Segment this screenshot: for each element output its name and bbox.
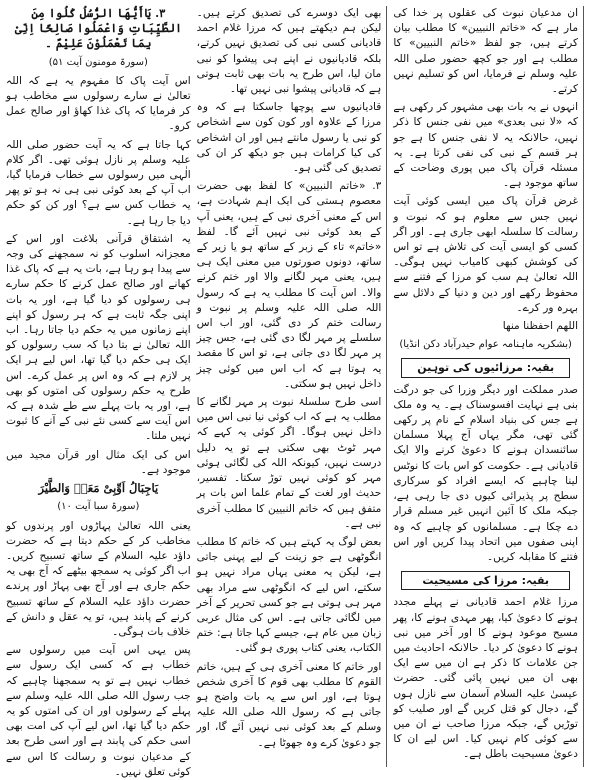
paragraph: یعنی اللہ تعالیٰ پہاڑوں اور پرندوں کو مخاطب کر کے حکم دیتا ہے کہ حضرت داؤد علیہ السلام کے ساتھ تسبیح کریں۔ اب اگر کوئی یہ سمجھ بیٹھے کہ آج بھی یہ حکم جاری ہے اور آج بھی پہاڑ اور پرندے حضرت داؤد علیہ السلام کے ساتھ تسبیح کرنے کے پابند ہیں، تو یہ عقل و دانش کے خلاف بات ہوگی۔ [6, 519, 191, 638]
paragraph: انہوں نے یہ بات بھی مشہور کر رکھی ہے کہ «لا نبی بعدی» میں نفی جنس کا ذکر نہیں، حالانکہ یہ لا نفی جنس کا ہے جو ہر قسم کے نبی کی نفی کرتا ہے۔ یہ مسئلہ قرآن پاک میں پوری وضاحت کے ساتھ موجود ہے۔ [393, 101, 579, 190]
section-heading-box: بقیہ: مرزا کی مسیحیت [401, 571, 570, 590]
paragraph: قادیانیوں سے پوچھا جاسکتا ہے کہ وہ مرزا کے علاوہ اور کون کون سے اشخاص کو نبی یا رسول مانتے ہیں اور ان اشخاص کی کیا کرامات ہیں جو دیکھ کر ان کی تصدیق کی گئی ہو۔ [196, 101, 382, 175]
paragraph: ۳. «خاتم النبیین» کا لفظ بھی حضرت معصوم ہستی کی ایک اہم شہادت ہے، اس کے معنی آخری نبی کے ہیں، یعنی آپ کے بعد کوئی نبی نہیں آئے گا۔ لفظ «خاتم» تاء کے زبر کے ساتھ ہو یا زیر کے ساتھ، دونوں صورتوں میں معنی ایک ہی ہیں، یعنی مہر لگانے والا اور ختم کرنے والا۔ اس آیت کا مطلب یہ ہے کہ رسول اللہ صلی اللہ علیہ وسلم پر نبوت و رسالت ختم کر دی گئی، اور اب اس سلسلے پر مہر لگا دی گئی ہے، جس چیز پر مہر لگا دی جاتی ہے، تو اس کا مقصد یہ ہوتا ہے کہ اب اس میں کوئی چیز داخل نہیں ہو سکتی۔ [196, 180, 382, 390]
paragraph: اس آیت پاک کا مفہوم یہ ہے کہ اللہ تعالیٰ نے سارے رسولوں سے مخاطب ہو کر فرمایا کہ پاک غذا کھاؤ اور صالح عمل کرو۔ [6, 74, 191, 133]
column-right [6, 6, 191, 778]
source-credit: (بشکریہ ماہنامہ عوام حیدرآباد دکن انڈیا) [399, 339, 572, 351]
section-heading-box: بقیہ: مرزائیوں کی توہین [401, 358, 570, 377]
paragraph: کہا جاتا ہے کہ یہ آیت حضور صلی اللہ علیہ وسلم پر نازل ہوئی تھی۔ اگر کلام الٰہی میں رسولوں سے خطاب فرمایا گیا، اب آپ کے بعد کوئی نبی ہی نہ ہو تو پھر یہ خطاب کس سے ہے؟ اور کن کو حکم دیا جا رہا ہے۔ [6, 138, 191, 227]
column-left [393, 6, 584, 767]
paragraph: غرض قرآن پاک میں ایسی کوئی آیت نہیں جس سے معلوم ہو کہ نبوت و رسالت کا سلسلہ ابھی جاری ہے۔ اور اگر کسی کو ایسی آیت کی تلاش ہے تو اس کی کوشش کبھی کامیاب نہیں ہوگی۔ اللہ تعالیٰ ہم سب کو مرزا کے فتنے سے محفوظ رکھے اور دین و دنیا کے دلائل سے بہرہ ور کرے۔ [393, 195, 579, 314]
paragraph: اس کی ایک مثال اور قرآن مجید میں موجود ہے۔ [6, 448, 191, 476]
quran-verse: ۳. یَاأَیُّھَا الرُّسُلُ کُلُوا مِنَ الطَّیِّبَاتِ وَاعْمَلُوا صَالِحًا اِنِّیْ بِمَا تَعْمَلُوْنَ عَلِیْمٌ ۔ [14, 6, 182, 51]
verse-reference: (سورۃ سبا آیت ۱۰) [57, 501, 140, 513]
paragraph: صدر مملکت اور دیگر وزرا کی جو درگت بنی ہے نہایت افسوسناک ہے۔ یہ وہ ملک ہے جس کی بنیاد اسلام کے نام پر رکھی گئی تھی، مگر یہاں آج پہلا مسلمان سائنسدان ہونے کا دعویٰ کرنے والا ایک قادیانی ہے۔ حکومت کو اس بات کا نوٹس لینا چاہیے کہ ایسے افراد کو سرکاری سطح پر پذیرائی کیوں دی جا رہی ہے، جبکہ ملک کا آئین انہیں غیر مسلم قرار دے چکا ہے۔ مسلمانوں کو چاہیے کہ وہ اپنی صفوں میں اتحاد پیدا کریں اور اس فتنے کا مقابلہ کریں۔ [393, 383, 579, 563]
paragraph: اللھم احفظنا منھا [502, 320, 579, 333]
paragraph: بعض لوگ یہ کہتے ہیں کہ خاتم کا مطلب انگوٹھی ہے جو زینت کے لیے پہنی جاتی ہے، لیکن یہ معنی یہاں مراد نہیں ہو سکتے، اس لیے کہ انگوٹھی سے مراد بھی مہر ہی ہوتی ہے جو کسی تحریر کے آخر میں لگائی جاتی ہے۔ اس کی مثال عربی زبان میں عام ہے، جیسے کہا جاتا ہے: ختم الکتاب، یعنی کتاب پوری ہو گئی۔ [196, 535, 382, 655]
paragraph: یہ اشتقاق قرآنی بلاغت اور اس کے معجزانہ اسلوب کو نہ سمجھنے کی وجہ سے پیدا ہو رہا ہے، بات یہ ہے کہ پاک غذا کھانے اور صالح عمل کرنے کا حکم سارے ہی رسولوں کو دیا گیا ہے، اور یہ بات اپنی جگہ ثابت ہے کہ ہر رسول کو اپنے اپنے زمانوں میں یہ حکم دیا جاتا رہا۔ اب اللہ تعالیٰ نے بتا دیا کہ سب رسولوں کو ایک ہی حکم دیا گیا تھا، اس لیے ہر ایک پر لازم ہے کہ وہ اس پر عمل کرے۔ اس طرح یہ حکم رسولوں کی امتوں کو بھی ہے، اور یہ بات پہلے سے طے شدہ ہے کہ اس آیت سے کسی نئے نبی کے آنے کا ثبوت نہیں ملتا۔ [6, 232, 191, 443]
paragraph: بھی ایک دوسرے کی تصدیق کرتے ہیں۔ لیکن ہم دیکھتے ہیں کہ مرزا غلام احمد قادیانی کسی نبی کی تصدیق نہیں کرتے، بلکہ قادیانیوں نے اپنے ہی پیشوا کو نبی مان لیا، اس طرح یہ بات بھی ثابت ہوتی ہے کہ قادیانی پیشوا نبی نہیں تھا۔ [196, 7, 382, 96]
paragraph: ان مدعیان نبوت کی عقلوں پر خدا کی مار ہے کہ «خاتم النبیین» کا مطلب بیان کرتے ہیں، جو لفظ «خاتم النبیین» کا مطلب ہے اور جو کچھ حضور صلی اللہ علیہ وسلم نے فرمایا، اس کو تسلیم نہیں کرتے۔ [393, 7, 579, 96]
paragraph: پس یہی اس آیت میں رسولوں سے خطاب ہے کہ کسی ایک رسول سے خطاب نہیں ہے تو یہ سمجھنا چاہیے کہ جب رسول اللہ صلی اللہ علیہ وسلم سے پہلے کے رسولوں اور ان کی امتوں کو یہ حکم دیا گیا تھا، اس لیے آپ کی امت بھی اسی حکم کی پابند ہے اور اسی طرح بعد کے مدعیان نبوت و رسالت کا اس سے کوئی تعلق نہیں۔ [6, 644, 191, 778]
quran-verse: یَاجِبَالُ اَوِّبِیْ مَعَہٗ وَالطَّیْرَ [38, 481, 159, 496]
paragraph: اسی طرح سلسلۂ نبوت پر مہر لگانے کا مطلب یہ ہے کہ اب کوئی نیا نبی اس میں داخل نہیں ہوگا۔ اگر کوئی یہ کہے کہ مہر ٹوٹ بھی سکتی ہے تو یہ دلیل درست نہیں، کیونکہ اللہ کی لگائی ہوئی مہر کو کوئی نہیں توڑ سکتا۔ تفسیر، حدیث اور لغت کے تمام علما اس بات پر متفق ہیں کہ خاتم النبیین کا مطلب آخری نبی ہے۔ [196, 396, 382, 530]
paragraph: مرزا غلام احمد قادیانی نے پہلے مجدد ہونے کا دعویٰ کیا، پھر مہدی ہونے کا، پھر مسیح موعود ہونے کا اور آخر میں نبی ہونے کا دعویٰ کر دیا۔ حالانکہ احادیث میں جن علامات کا ذکر ہے ان میں سے ایک بھی ان میں نہیں پائی گئی۔ حضرت عیسیٰ علیہ السلام آسمان سے نازل ہوں گے، دجال کو قتل کریں گے اور صلیب کو توڑیں گے، جبکہ مرزا صاحب نے ان میں سے کوئی کام نہیں کیا۔ اس لیے ان کا دعویٰ مسیحیت باطل ہے۔ [393, 596, 579, 761]
verse-reference: (سورۃ مومنون آیت ۵۱) [48, 56, 148, 68]
column-middle [197, 6, 388, 767]
paragraph: اور خاتم کا معنی آخری ہی کے ہیں، خاتم القوم کا مطلب بھی قوم کا آخری شخص ہوتا ہے، اور اس سے یہ بات واضح ہو جاتی ہے کہ رسول اللہ صلی اللہ علیہ وسلم کے بعد کوئی نبی نہیں آئے گا، اور جو دعویٰ کرے وہ جھوٹا ہے۔ [196, 660, 382, 749]
